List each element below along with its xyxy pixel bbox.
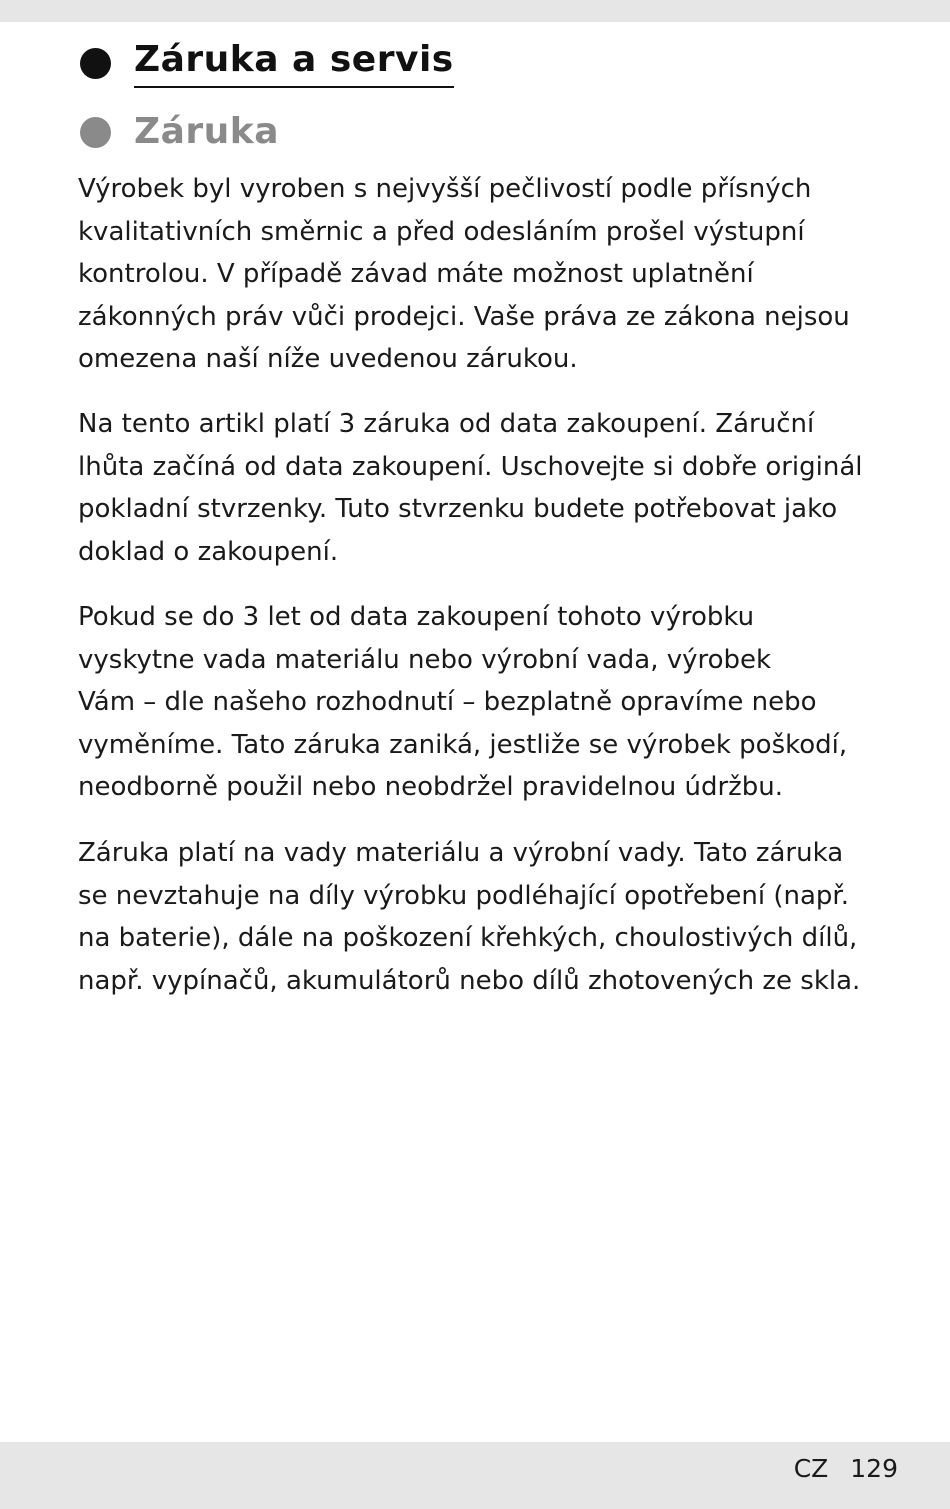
paragraph-line: vyměníme. Tato záruka zaniká, jestliže se výrobek poškodí, xyxy=(78,729,848,760)
paragraph-line: neodborně použil nebo neobdržel pravidelnou údržbu. xyxy=(78,772,784,803)
paragraph-line: např. vypínačů, akumulátorů nebo dílů zhotovených ze skla. xyxy=(78,965,861,996)
section-title: Záruka a servis xyxy=(134,38,454,88)
subsection-bullet-icon xyxy=(80,117,111,148)
subsection-heading xyxy=(80,110,279,154)
section-bullet-icon xyxy=(80,48,111,79)
top-band xyxy=(0,0,950,22)
subsection-title: Záruka xyxy=(134,111,280,152)
paragraph-line: se nevztahuje na díly výrobku podléhající opotřebení (např. xyxy=(78,880,849,911)
paragraph-line: Na tento artikl platí 3 záruka od data zakoupení. Záruční xyxy=(78,409,815,439)
paragraph-line: lhůta začíná od data zakoupení. Uschovejte si dobře originál xyxy=(78,451,863,482)
paragraph-warranty-repair xyxy=(78,596,908,809)
page-footer xyxy=(794,1454,898,1484)
paragraph-line: omezena naší níže uvedenou zárukou. xyxy=(78,344,578,375)
page-number: 129 xyxy=(850,1454,898,1483)
paragraph-warranty-intro xyxy=(78,168,908,381)
paragraph-warranty-scope xyxy=(78,832,908,1002)
paragraph-warranty-period xyxy=(78,403,908,573)
paragraph-line: Vám – dle našeho rozhodnutí – bezplatně opravíme nebo xyxy=(78,687,817,718)
paragraph-line: Výrobek byl vyroben s nejvyšší pečlivostí podle přísných xyxy=(78,174,812,204)
section-heading xyxy=(80,38,454,88)
paragraph-line: Záruka platí na vady materiálu a výrobní vady. Tato záruka xyxy=(78,838,844,868)
language-code: CZ xyxy=(793,1454,829,1483)
paragraph-line: Pokud se do 3 let od data zakoupení tohoto výrobku xyxy=(78,602,755,632)
paragraph-line: pokladní stvrzenky. Tuto stvrzenku budete potřebovat jako xyxy=(78,494,838,525)
paragraph-line: kontrolou. V případě závad máte možnost uplatnění xyxy=(78,259,754,290)
paragraph-line: doklad o zakoupení. xyxy=(78,536,339,567)
paragraph-line: vyskytne vada materiálu nebo výrobní vada, výrobek xyxy=(78,644,772,675)
paragraph-line: kvalitativních směrnic a před odesláním prošel výstupní xyxy=(78,216,805,247)
paragraph-line: zákonných práv vůči prodejci. Vaše práva ze zákona nejsou xyxy=(78,301,850,332)
paragraph-line: na baterie), dále na poškození křehkých, choulostivých dílů, xyxy=(78,923,858,954)
